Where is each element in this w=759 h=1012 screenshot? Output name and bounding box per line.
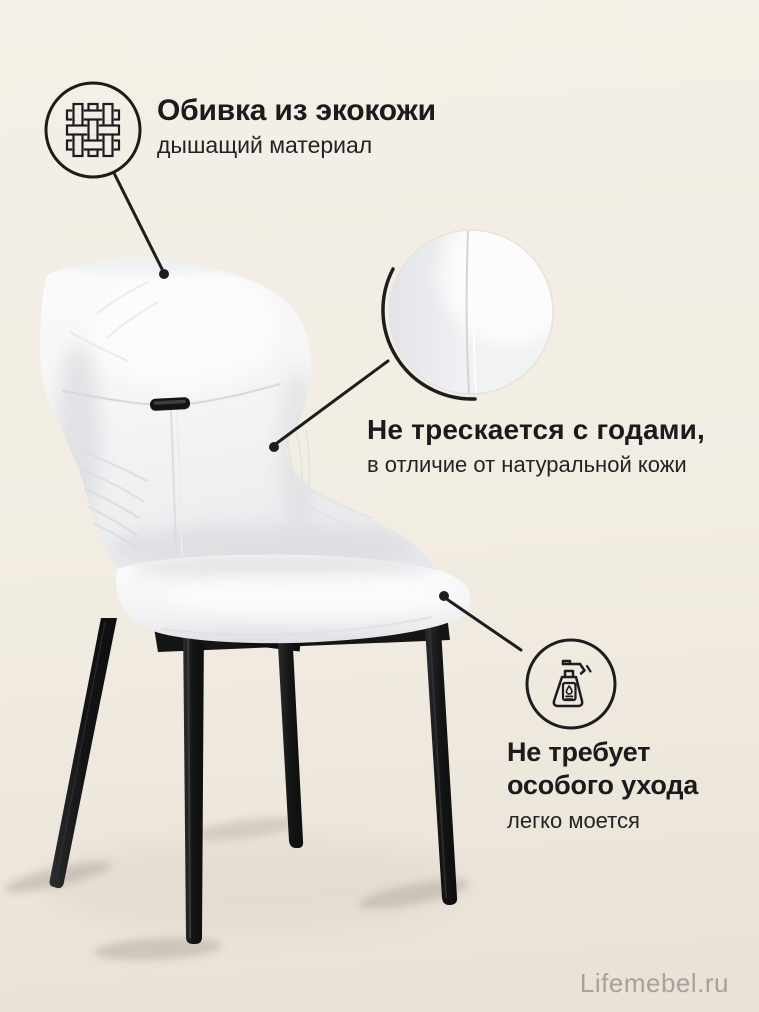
watermark-lifemebel: Lifemebel.ru [579,968,729,998]
callout-durability-subtitle: в отличие от натуральной кожи [367,452,687,477]
callout-durability [367,413,705,478]
callout-durability-title: Не трескается с годами, [367,414,706,445]
material-closeup-photo [383,205,580,399]
upholstery-icon-badge [46,83,140,177]
callout-upholstery-title: Обивка из экокожи [157,94,436,127]
care-icon-badge [527,640,615,728]
backrest-metal-clip [150,397,191,411]
leader-line-upholstery [114,173,162,269]
spray-bottle-icon [554,661,591,706]
callout-care [507,736,698,834]
callout-care-title [507,736,698,802]
callout-care-title-line1: Не требует [507,737,651,767]
callout-upholstery [157,93,436,159]
callout-care-title-line2: особого ухода [507,770,699,800]
callout-upholstery-subtitle: дышащий материал [157,132,373,158]
fabric-weave-icon [67,104,119,156]
callout-care-subtitle: легко моется [507,808,640,833]
leader-line-care [448,600,521,650]
